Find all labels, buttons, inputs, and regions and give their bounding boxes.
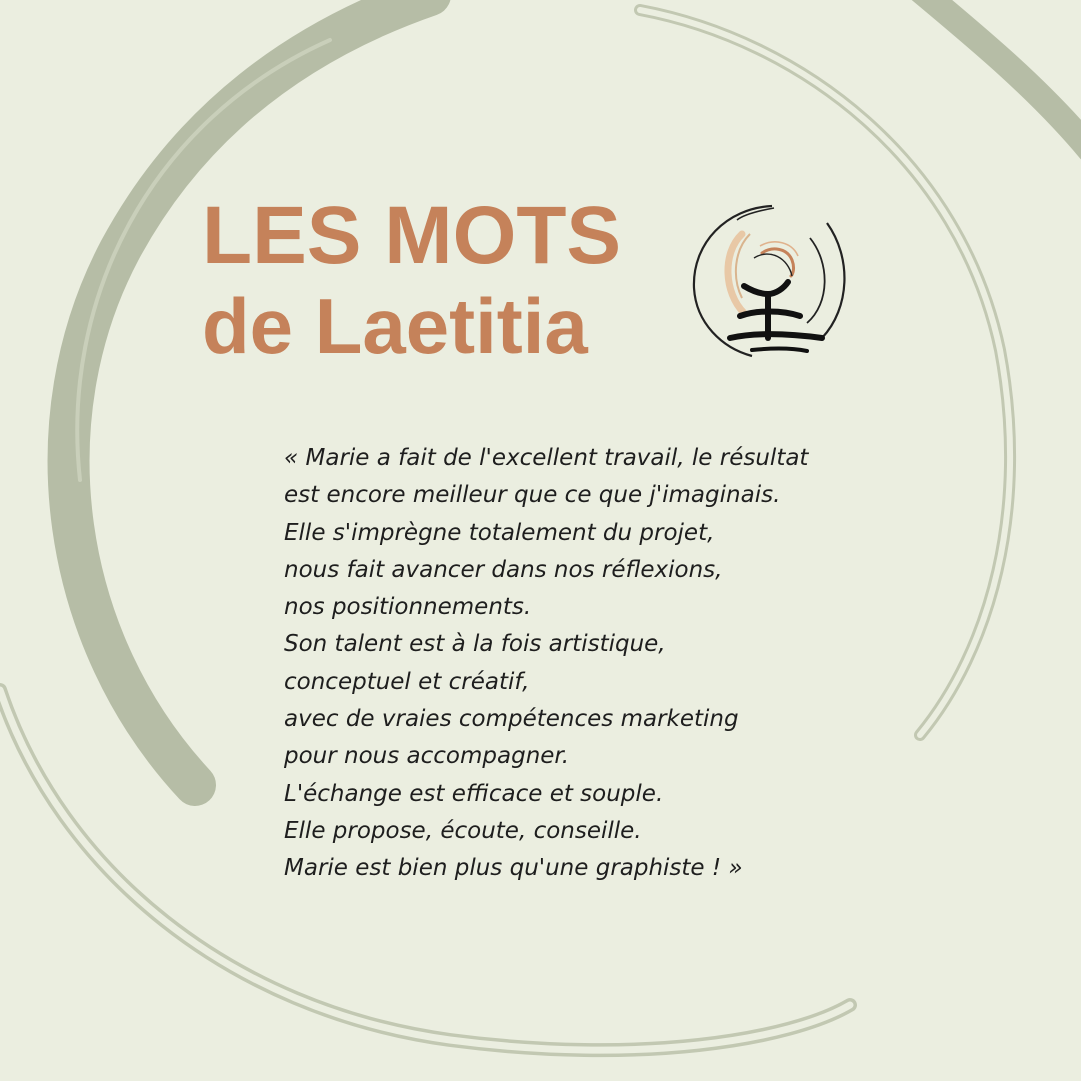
title-line-2: de Laetitia bbox=[202, 282, 588, 370]
title-line-1: LES MOTS bbox=[202, 190, 622, 281]
quote-line: Elle propose, écoute, conseille. bbox=[284, 817, 642, 844]
zen-circle-logo-icon bbox=[682, 198, 858, 370]
quote-line: pour nous accompagner. bbox=[284, 743, 570, 770]
quote-line: nous fait avancer dans nos réflexions, bbox=[284, 556, 723, 583]
quote-line: nos positionnements. bbox=[284, 594, 532, 621]
page-title bbox=[202, 188, 621, 374]
quote-line: Elle s'imprègne totalement du projet, bbox=[284, 519, 715, 546]
quote-line: Son talent est à la fois artistique, bbox=[284, 631, 666, 658]
arc-top-right bbox=[920, 0, 1081, 150]
quote-line: conceptuel et créatif, bbox=[284, 668, 530, 695]
quote-line: L'échange est efficace et souple. bbox=[284, 780, 664, 807]
quote-line: est encore meilleur que ce que j'imaginais. bbox=[284, 482, 781, 509]
quote-line: Marie est bien plus qu'une graphiste ! » bbox=[284, 855, 743, 882]
testimonial-quote bbox=[284, 440, 844, 888]
quote-line: « Marie a fait de l'excellent travail, le résultat bbox=[284, 445, 809, 471]
quote-line: avec de vraies compétences marketing bbox=[284, 706, 739, 733]
